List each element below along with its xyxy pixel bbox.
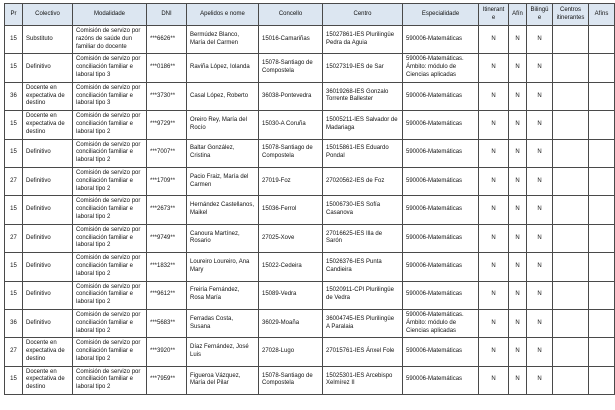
cell-nome: Ferradas Costa, Susana bbox=[187, 309, 259, 337]
cell-afin: N bbox=[509, 224, 527, 252]
cell-modalidade: Comisión de servizo por conciliación familiar e laboral tipo 2 bbox=[73, 196, 147, 224]
cell-concello: 27019-Foz bbox=[259, 167, 323, 195]
cell-centros_itinerantes bbox=[553, 26, 589, 54]
cell-afins bbox=[589, 54, 615, 82]
cell-modalidade: Comisión de servizo por conciliación familiar e laboral tipo 2 bbox=[73, 366, 147, 394]
column-header-especialidade: Especialidade bbox=[403, 4, 479, 26]
cell-afin: N bbox=[509, 26, 527, 54]
cell-afin: N bbox=[509, 111, 527, 139]
cell-nome: Baltar González, Cristina bbox=[187, 139, 259, 167]
cell-especialidade: 590006-Matemáticas bbox=[403, 26, 479, 54]
table-row bbox=[5, 111, 615, 139]
cell-itinerante: N bbox=[479, 281, 509, 309]
column-header-centros_itinerantes: Centros itinerantes bbox=[553, 4, 589, 26]
cell-concello: 15022-Cedeira bbox=[259, 253, 323, 281]
cell-centros_itinerantes bbox=[553, 338, 589, 366]
cell-itinerante: N bbox=[479, 338, 509, 366]
cell-especialidade: 590006-Matemáticas bbox=[403, 366, 479, 394]
column-header-modalidade: Modalidade bbox=[73, 4, 147, 26]
cell-colectivo: Definitivo bbox=[23, 309, 73, 337]
cell-dni: ***9749** bbox=[147, 224, 187, 252]
cell-especialidade: 590006-Matemáticas. Ámbito: módulo de Ciencias aplicadas bbox=[403, 54, 479, 82]
cell-afin: N bbox=[509, 281, 527, 309]
cell-bilingue: N bbox=[527, 224, 553, 252]
cell-colectivo: Docente en expectativa de destino bbox=[23, 82, 73, 110]
cell-itinerante: N bbox=[479, 26, 509, 54]
cell-nome: Hernández Castellanos, Maikel bbox=[187, 196, 259, 224]
cell-centros_itinerantes bbox=[553, 281, 589, 309]
cell-centro: 15005211-IES Salvador de Madariaga bbox=[323, 111, 403, 139]
cell-bilingue: N bbox=[527, 196, 553, 224]
cell-nome: Loureiro Loureiro, Ana Mary bbox=[187, 253, 259, 281]
cell-itinerante: N bbox=[479, 111, 509, 139]
cell-afins bbox=[589, 224, 615, 252]
cell-centro: 15025301-IES Arcebispo Xelmírez II bbox=[323, 366, 403, 394]
cell-bilingue: N bbox=[527, 167, 553, 195]
cell-bilingue: N bbox=[527, 281, 553, 309]
column-header-concello: Concello bbox=[259, 4, 323, 26]
cell-nome: Raviña López, Iolanda bbox=[187, 54, 259, 82]
cell-itinerante: N bbox=[479, 196, 509, 224]
cell-pr: 36 bbox=[5, 309, 23, 337]
cell-itinerante: N bbox=[479, 309, 509, 337]
cell-especialidade: 590006-Matemáticas bbox=[403, 196, 479, 224]
cell-concello: 15078-Santiago de Compostela bbox=[259, 366, 323, 394]
cell-afins bbox=[589, 26, 615, 54]
cell-modalidade: Comisión de servizo por conciliación familiar e laboral tipo 2 bbox=[73, 309, 147, 337]
table-row bbox=[5, 26, 615, 54]
cell-colectivo: Definitivo bbox=[23, 281, 73, 309]
cell-nome: Pacio Fraiz, María del Carmen bbox=[187, 167, 259, 195]
column-header-bilingue: Bilingüe bbox=[527, 4, 553, 26]
cell-itinerante: N bbox=[479, 139, 509, 167]
cell-colectivo: Definitivo bbox=[23, 224, 73, 252]
cell-itinerante: N bbox=[479, 82, 509, 110]
cell-especialidade: 590006-Matemáticas bbox=[403, 167, 479, 195]
cell-centro: 15006730-IES Sofía Casanova bbox=[323, 196, 403, 224]
cell-colectivo: Definitivo bbox=[23, 54, 73, 82]
cell-centro: 15020911-CPI Plurilingüe de Vedra bbox=[323, 281, 403, 309]
cell-centro: 36004745-IES Plurilingüe A Paralaia bbox=[323, 309, 403, 337]
cell-colectivo: Definitivo bbox=[23, 167, 73, 195]
cell-pr: 27 bbox=[5, 224, 23, 252]
cell-pr: 15 bbox=[5, 139, 23, 167]
cell-colectivo: Docente en expectativa de destino bbox=[23, 338, 73, 366]
cell-especialidade: 590006-Matemáticas bbox=[403, 253, 479, 281]
cell-pr: 15 bbox=[5, 366, 23, 394]
column-header-dni: DNI bbox=[147, 4, 187, 26]
cell-afins bbox=[589, 82, 615, 110]
column-header-colectivo: Colectivo bbox=[23, 4, 73, 26]
table-row bbox=[5, 281, 615, 309]
cell-especialidade: 590006-Matemáticas bbox=[403, 139, 479, 167]
cell-colectivo: Docente en expectativa de destino bbox=[23, 111, 73, 139]
table-row bbox=[5, 309, 615, 337]
cell-centro: 27015761-IES Ánxel Fole bbox=[323, 338, 403, 366]
cell-bilingue: N bbox=[527, 26, 553, 54]
cell-modalidade: Comisión de servizo por conciliación familiar e laboral tipo 2 bbox=[73, 139, 147, 167]
table-row bbox=[5, 366, 615, 394]
cell-nome: Díaz Fernández, José Luis bbox=[187, 338, 259, 366]
cell-pr: 15 bbox=[5, 111, 23, 139]
cell-afins bbox=[589, 366, 615, 394]
cell-concello: 15078-Santiago de Compostela bbox=[259, 139, 323, 167]
table-header bbox=[5, 4, 615, 26]
cell-dni: ***3730** bbox=[147, 82, 187, 110]
table-row bbox=[5, 196, 615, 224]
cell-centro: 15015861-IES Eduardo Pondal bbox=[323, 139, 403, 167]
cell-nome: Oreiro Rey, María del Rocío bbox=[187, 111, 259, 139]
table-row bbox=[5, 338, 615, 366]
cell-afin: N bbox=[509, 196, 527, 224]
cell-modalidade: Comisión de servizo por conciliación familiar e laboral tipo 3 bbox=[73, 54, 147, 82]
cell-itinerante: N bbox=[479, 54, 509, 82]
cell-especialidade: 590006-Matemáticas bbox=[403, 82, 479, 110]
column-header-itinerante: Itinerante bbox=[479, 4, 509, 26]
cell-dni: ***9729** bbox=[147, 111, 187, 139]
cell-centros_itinerantes bbox=[553, 54, 589, 82]
cell-dni: ***2673** bbox=[147, 196, 187, 224]
cell-centro: 15026376-IES Punta Candieira bbox=[323, 253, 403, 281]
cell-colectivo: Definitivo bbox=[23, 196, 73, 224]
cell-nome: Figueroa Vázquez, María del Pilar bbox=[187, 366, 259, 394]
cell-centros_itinerantes bbox=[553, 309, 589, 337]
cell-colectivo: Definitivo bbox=[23, 253, 73, 281]
column-header-afin: Afín bbox=[509, 4, 527, 26]
cell-concello: 27028-Lugo bbox=[259, 338, 323, 366]
cell-dni: ***0186** bbox=[147, 54, 187, 82]
cell-afins bbox=[589, 167, 615, 195]
cell-centros_itinerantes bbox=[553, 224, 589, 252]
cell-afin: N bbox=[509, 139, 527, 167]
cell-modalidade: Comisión de servizo por conciliación familiar e laboral tipo 2 bbox=[73, 253, 147, 281]
cell-bilingue: N bbox=[527, 54, 553, 82]
cell-dni: ***5683** bbox=[147, 309, 187, 337]
cell-dni: ***7959** bbox=[147, 366, 187, 394]
table-row bbox=[5, 224, 615, 252]
cell-afin: N bbox=[509, 366, 527, 394]
cell-concello: 36038-Pontevedra bbox=[259, 82, 323, 110]
cell-bilingue: N bbox=[527, 82, 553, 110]
cell-afin: N bbox=[509, 167, 527, 195]
cell-itinerante: N bbox=[479, 167, 509, 195]
cell-centros_itinerantes bbox=[553, 167, 589, 195]
cell-pr: 15 bbox=[5, 196, 23, 224]
cell-afins bbox=[589, 111, 615, 139]
cell-pr: 15 bbox=[5, 54, 23, 82]
column-header-centro: Centro bbox=[323, 4, 403, 26]
cell-bilingue: N bbox=[527, 309, 553, 337]
cell-concello: 15036-Ferrol bbox=[259, 196, 323, 224]
cell-afins bbox=[589, 281, 615, 309]
cell-nome: Bermúdez Blanco, María del Carmen bbox=[187, 26, 259, 54]
cell-centros_itinerantes bbox=[553, 82, 589, 110]
cell-especialidade: 590006-Matemáticas bbox=[403, 281, 479, 309]
cell-modalidade: Comisión de servizo por conciliación familiar e laboral tipo 3 bbox=[73, 82, 147, 110]
cell-centros_itinerantes bbox=[553, 366, 589, 394]
cell-afins bbox=[589, 139, 615, 167]
cell-centro: 27016625-IES Illa de Sarón bbox=[323, 224, 403, 252]
cell-modalidade: Comisión de servizo por razóns de saúde dun familiar do docente bbox=[73, 26, 147, 54]
cell-afin: N bbox=[509, 54, 527, 82]
cell-colectivo: Definitivo bbox=[23, 139, 73, 167]
cell-pr: 27 bbox=[5, 167, 23, 195]
table-row bbox=[5, 139, 615, 167]
cell-modalidade: Comisión de servizo por conciliación familiar e laboral tipo 2 bbox=[73, 338, 147, 366]
cell-concello: 15030-A Coruña bbox=[259, 111, 323, 139]
cell-colectivo: Substituto bbox=[23, 26, 73, 54]
cell-pr: 36 bbox=[5, 82, 23, 110]
cell-itinerante: N bbox=[479, 253, 509, 281]
cell-afin: N bbox=[509, 309, 527, 337]
cell-itinerante: N bbox=[479, 366, 509, 394]
column-header-nome: Apelidos e nome bbox=[187, 4, 259, 26]
cell-dni: ***1709** bbox=[147, 167, 187, 195]
table-row bbox=[5, 54, 615, 82]
cell-afins bbox=[589, 338, 615, 366]
cell-pr: 15 bbox=[5, 281, 23, 309]
cell-modalidade: Comisión de servizo por conciliación familiar e laboral tipo 2 bbox=[73, 111, 147, 139]
cell-pr: 15 bbox=[5, 253, 23, 281]
cell-nome: Canoura Martínez, Rosario bbox=[187, 224, 259, 252]
cell-afin: N bbox=[509, 82, 527, 110]
cell-centro: 27020562-IES de Foz bbox=[323, 167, 403, 195]
cell-itinerante: N bbox=[479, 224, 509, 252]
cell-centros_itinerantes bbox=[553, 196, 589, 224]
cell-bilingue: N bbox=[527, 139, 553, 167]
cell-colectivo: Docente en expectativa de destino bbox=[23, 366, 73, 394]
cell-especialidade: 590006-Matemáticas bbox=[403, 111, 479, 139]
column-header-afins: Afíns bbox=[589, 4, 615, 26]
cell-concello: 15089-Vedra bbox=[259, 281, 323, 309]
cell-especialidade: 590006-Matemáticas. Ámbito: módulo de Ciencias aplicadas bbox=[403, 309, 479, 337]
cell-bilingue: N bbox=[527, 366, 553, 394]
table-row bbox=[5, 167, 615, 195]
cell-centros_itinerantes bbox=[553, 253, 589, 281]
cell-pr: 15 bbox=[5, 26, 23, 54]
cell-dni: ***3920** bbox=[147, 338, 187, 366]
header-row bbox=[5, 4, 615, 26]
cell-bilingue: N bbox=[527, 253, 553, 281]
table-body bbox=[5, 26, 615, 395]
cell-modalidade: Comisión de servizo por conciliación familiar e laboral tipo 2 bbox=[73, 224, 147, 252]
cell-pr: 27 bbox=[5, 338, 23, 366]
column-header-pr: Pr bbox=[5, 4, 23, 26]
cell-concello: 36029-Moaña bbox=[259, 309, 323, 337]
cell-especialidade: 590006-Matemáticas bbox=[403, 224, 479, 252]
cell-modalidade: Comisión de servizo por conciliación familiar e laboral tipo 2 bbox=[73, 281, 147, 309]
cell-modalidade: Comisión de servizo por conciliación familiar e laboral tipo 2 bbox=[73, 167, 147, 195]
cell-bilingue: N bbox=[527, 111, 553, 139]
cell-dni: ***1832** bbox=[147, 253, 187, 281]
table-row bbox=[5, 82, 615, 110]
cell-concello: 27025-Xove bbox=[259, 224, 323, 252]
cell-nome: Casal López, Roberto bbox=[187, 82, 259, 110]
cell-afin: N bbox=[509, 338, 527, 366]
cell-concello: 15078-Santiago de Compostela bbox=[259, 54, 323, 82]
table-row bbox=[5, 253, 615, 281]
cell-dni: ***9612** bbox=[147, 281, 187, 309]
cell-centro: 36019268-IES Gonzalo Torrente Ballester bbox=[323, 82, 403, 110]
assignments-table bbox=[4, 3, 615, 395]
cell-afins bbox=[589, 253, 615, 281]
cell-afins bbox=[589, 309, 615, 337]
cell-dni: ***7007** bbox=[147, 139, 187, 167]
cell-centros_itinerantes bbox=[553, 111, 589, 139]
cell-dni: ***6626** bbox=[147, 26, 187, 54]
cell-concello: 15016-Camariñas bbox=[259, 26, 323, 54]
cell-centro: 15027861-IES Plurilingüe Pedra da Aguia bbox=[323, 26, 403, 54]
cell-centros_itinerantes bbox=[553, 139, 589, 167]
cell-centro: 15027319-IES de Sar bbox=[323, 54, 403, 82]
cell-bilingue: N bbox=[527, 338, 553, 366]
cell-nome: Freiría Fernández, Rosa María bbox=[187, 281, 259, 309]
cell-afins bbox=[589, 196, 615, 224]
cell-especialidade: 590006-Matemáticas bbox=[403, 338, 479, 366]
cell-afin: N bbox=[509, 253, 527, 281]
